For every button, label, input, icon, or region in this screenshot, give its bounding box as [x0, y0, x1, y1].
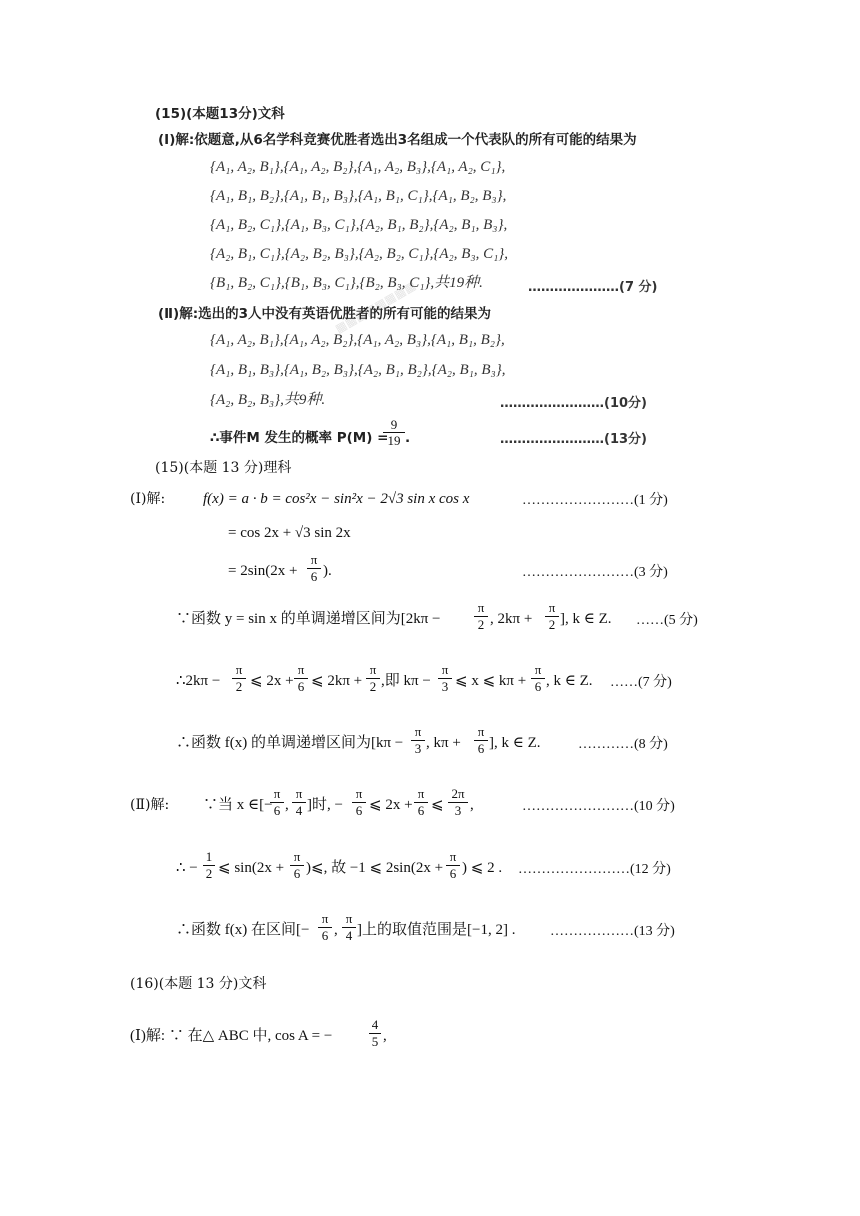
equation-line: (Ⅰ)解: ∵ 在△ ABC 中, cos A = − [130, 1028, 333, 1044]
fraction-numerator: π [449, 849, 457, 864]
fraction-denominator: 2 [232, 678, 246, 695]
set-line: {B₁, B₂, C₁},{B₁, B₃, C₁},{B₂, B₃, C₁},共19种. [210, 275, 483, 291]
fraction-denominator: 3 [411, 740, 425, 757]
equation-line: ], k ∈ Z. [560, 611, 612, 627]
fraction-numerator: π [297, 662, 305, 677]
fraction-numerator: 4 [371, 1017, 379, 1032]
fraction-numerator: 2π [451, 786, 465, 801]
equation-line: )⩽, 故 −1 ⩽ 2sin(2x + [306, 860, 444, 876]
fraction-denominator: 6 [446, 865, 460, 882]
fraction [352, 786, 366, 819]
wen15-part2-intro: (Ⅱ)解:选出的3人中没有英语优胜者的所有可能的结果为 [158, 306, 492, 322]
fraction-numerator: π [477, 600, 485, 615]
equation-line: = 2sin(2x + [228, 563, 298, 579]
equation-line: , [285, 797, 289, 813]
fraction [446, 849, 460, 882]
equation-line: ) ⩽ 2 . [462, 860, 503, 876]
score: ……………………(10 分) [522, 799, 675, 814]
fraction-denominator: 6 [294, 678, 308, 695]
fraction [318, 911, 332, 944]
probability-text: ∴事件M 发生的概率 P(M) = [210, 430, 389, 446]
fraction-numerator: π [235, 662, 243, 677]
probability-fraction [383, 417, 405, 448]
score: ……………………(12 分) [518, 862, 671, 877]
part-label: (Ⅰ)解: [130, 491, 166, 507]
fraction-denominator: 6 [414, 802, 428, 819]
score: …………………(7 分) [528, 280, 658, 295]
li15-heading: (15)(本题 13 分)理科 [155, 460, 292, 476]
fraction [270, 786, 284, 819]
fraction-numerator: π [548, 600, 556, 615]
equation-line: ⩽ [431, 797, 444, 813]
fraction-denominator: 6 [531, 678, 545, 695]
fraction-denominator: 2 [545, 616, 559, 633]
fraction [366, 662, 380, 695]
fraction-denominator: 4 [292, 802, 306, 819]
score: ……(5 分) [636, 613, 698, 628]
fraction [294, 662, 308, 695]
fraction-denominator: 4 [342, 927, 356, 944]
wen16-heading: (16)(本题 13 分)文科 [130, 976, 267, 992]
equation-line: , kπ + [426, 735, 461, 751]
fraction [438, 662, 452, 695]
fraction-numerator: π [295, 786, 303, 801]
equation-line: ], k ∈ Z. [489, 735, 541, 751]
fraction [545, 600, 559, 633]
fraction [411, 724, 425, 757]
set-line: {A₁, B₁, B₂},{A₁, B₁, B₃},{A₁, B₁, C₁},{A₁, B₂, B₃}, [210, 188, 507, 204]
equation-line: ∴ − [176, 860, 198, 876]
set-line: {A₂, B₁, C₁},{A₂, B₂, B₃},{A₂, B₂, C₁},{A₂, B₃, C₁}, [210, 246, 509, 262]
fraction-denominator: 6 [307, 568, 321, 585]
set-line: {A₁, B₂, C₁},{A₁, B₃, C₁},{A₂, B₁, B₂},{A₂, B₁, B₃}, [210, 217, 508, 233]
fraction-numerator: π [477, 724, 485, 739]
equation-line: , 2kπ + [490, 611, 533, 627]
score: ……………………(13分) [500, 432, 647, 447]
equation-line: ∴2kπ − [176, 673, 221, 689]
fraction [474, 600, 488, 633]
period: . [405, 430, 411, 446]
fraction-numerator: π [310, 552, 318, 567]
fraction-numerator: π [369, 662, 377, 677]
equation-line: ⩽ 2kπ + [311, 673, 363, 689]
equation-line: f(x) = a · b = cos²x − sin²x − 2√3 sin x cos x [203, 491, 470, 507]
fraction-numerator: π [441, 662, 449, 677]
fraction-denominator: 2 [203, 865, 215, 882]
fraction-numerator: π [293, 849, 301, 864]
fraction [531, 662, 545, 695]
fraction-denominator: 6 [474, 740, 488, 757]
wen15-part1-intro: (Ⅰ)解:依题意,从6名学科竞赛优胜者选出3名组成一个代表队的所有可能的结果为 [158, 132, 637, 148]
fraction-denominator: 2 [366, 678, 380, 695]
part-label: (Ⅱ)解: [130, 797, 170, 813]
set-line: {A₂, B₂, B₃},共9种. [210, 392, 326, 408]
fraction-denominator: 6 [318, 927, 332, 944]
equation-line: ∵函数 y = sin x 的单调递增区间为[2kπ − [176, 611, 441, 627]
fraction [203, 849, 215, 882]
score: ……………………(1 分) [522, 493, 668, 508]
fraction [474, 724, 488, 757]
fraction-numerator: π [273, 786, 281, 801]
equation-line: ∴函数 f(x) 的单调递增区间为[kπ − [176, 735, 404, 751]
fraction-denominator: 3 [438, 678, 452, 695]
equation-line: ⩽ 2x + [250, 673, 294, 689]
equation-line: ∵当 x ∈[− [203, 797, 273, 813]
equation-line: = cos 2x + √3 sin 2x [228, 525, 351, 541]
fraction-denominator: 3 [448, 802, 468, 819]
score: ……(7 分) [610, 675, 672, 690]
equation-line: , k ∈ Z. [546, 673, 593, 689]
fraction-numerator: 1 [205, 849, 213, 864]
fraction-denominator: 6 [270, 802, 284, 819]
equation-line: , [470, 797, 474, 813]
score: ………………(13 分) [550, 924, 675, 939]
equation-line: ]上的取值范围是[−1, 2] . [357, 922, 516, 938]
fraction [369, 1017, 381, 1050]
equation-line: , [383, 1028, 387, 1044]
fraction-numerator: π [534, 662, 542, 677]
fraction-numerator: π [355, 786, 363, 801]
watermark: ▦▦▦▦▦▦▦▦ [332, 278, 419, 336]
equation-line: ⩽ 2x + [369, 797, 413, 813]
wen15-heading: (15)(本题13分)文科 [155, 106, 285, 122]
fraction [414, 786, 428, 819]
equation-line: , [334, 922, 338, 938]
equation-line: ⩽ x ⩽ kπ + [455, 673, 527, 689]
set-line: {A₁, A₂, B₁},{A₁, A₂, B₂},{A₁, A₂, B₃},{A₁, A₂, C₁}, [210, 159, 506, 175]
fraction [232, 662, 246, 695]
fraction-numerator: π [417, 786, 425, 801]
fraction-numerator: 9 [390, 417, 398, 432]
fraction-denominator: 6 [352, 802, 366, 819]
fraction-denominator: 19 [383, 432, 405, 448]
fraction-denominator: 6 [290, 865, 304, 882]
equation-line: ,即 kπ − [381, 673, 431, 689]
set-line: {A₁, B₁, B₃},{A₁, B₂, B₃},{A₂, B₁, B₂},{A₂, B₁, B₃}, [210, 362, 506, 378]
fraction [448, 786, 468, 819]
score: ……………………(10分) [500, 396, 647, 411]
fraction [292, 786, 306, 819]
fraction-denominator: 2 [474, 616, 488, 633]
fraction-numerator: π [321, 911, 329, 926]
score: ……………………(3 分) [522, 565, 668, 580]
fraction [342, 911, 356, 944]
equation-line: ). [323, 563, 332, 579]
fraction [307, 552, 321, 585]
fraction-numerator: π [345, 911, 353, 926]
score: …………(8 分) [578, 737, 668, 752]
fraction-numerator: π [414, 724, 422, 739]
equation-line: ∴函数 f(x) 在区间[− [176, 922, 310, 938]
fraction [290, 849, 304, 882]
set-line: {A₁, A₂, B₁},{A₁, A₂, B₂},{A₁, A₂, B₃},{A₁, B₁, B₂}, [210, 332, 505, 348]
fraction-denominator: 5 [369, 1033, 381, 1050]
equation-line: ⩽ sin(2x + [218, 860, 285, 876]
equation-line: ]时, − [307, 797, 343, 813]
